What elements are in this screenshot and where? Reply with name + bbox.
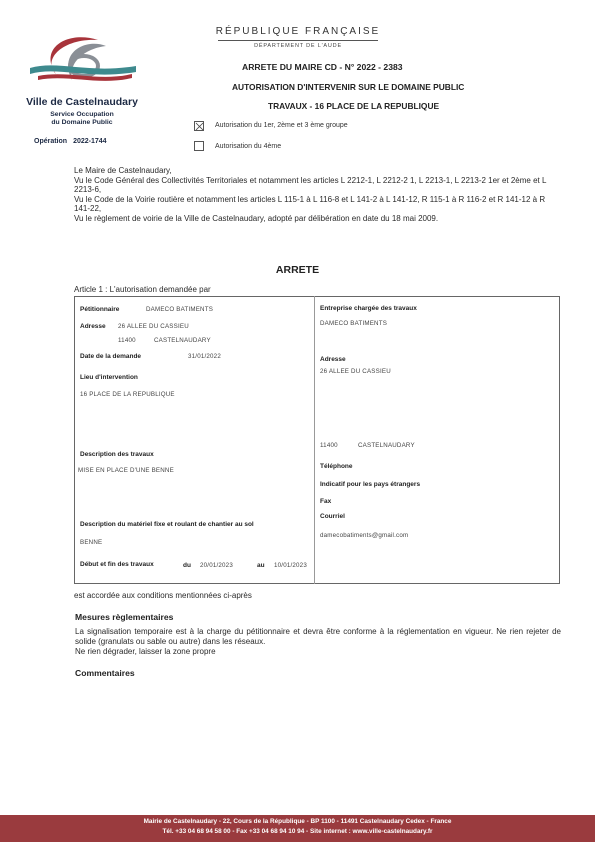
date-demande-label: Date de la demande [80,353,142,360]
checkbox-label-groupe-1-2-3: Autorisation du 1er, 2ème et 3 ème groupe [215,122,348,129]
indicatif-label: Indicatif pour les pays étrangers [320,481,421,488]
entreprise-value: DAMECO BATIMENTS [320,320,388,327]
entreprise-adresse-value: 26 ALLEE DU CASSIEU [320,368,391,375]
republique-francaise: RÉPUBLIQUE FRANÇAISE [215,26,381,37]
works-title: TRAVAUX - 16 PLACE DE LA REPUBLIQUE [268,101,440,111]
authorization-title: AUTORISATION D'INTERVENIR SUR LE DOMAINE PUBLIC [232,82,465,92]
legal-preamble [74,166,554,224]
lieu-label: Lieu d'intervention [80,374,138,381]
checkbox-label-groupe-4: Autorisation du 4ème [215,143,282,150]
box-divider [314,296,315,584]
date-demande-value: 31/01/2022 [188,353,221,360]
courriel-value: damecobatiments@gmail.com [320,532,409,539]
departement: DÉPARTEMENT DE L'AUDE [254,43,342,49]
preamble-cgct: Vu le Code Général des Collectivités Territoriales et notamment les articles L 2212-1, L 2212-2 1, L 2213-1, L 2213-2 1er et 2ème et L 2213-6, [74,175,547,195]
telephone-label: Téléphone [320,463,353,470]
service-name [22,111,142,127]
entreprise-label: Entreprise chargée des travaux [320,305,417,312]
footer-address: Mairie de Castelnaudary - 22, Cours de la République - BP 1100 - 11491 Castelnaudary Cedex - France [143,818,452,825]
preamble-voirie: Vu le Code de la Voirie routière et notamment les articles L 115-1 à L 116-8 et L 141-2 à L 141-12, R 115-1 à R 116-2 et R 141-12 à R 141-22, [74,194,546,214]
fax-label: Fax [320,498,332,505]
description-value: MISE EN PLACE D'UNE BENNE [78,467,174,474]
preamble-maire: Le Maire de Castelnaudary, [74,166,172,175]
city-name: Ville de Castelnaudary [26,96,138,108]
petitionnaire-value: DAMECO BATIMENTS [146,306,214,313]
logo-teal-wave [30,65,136,74]
check-mark-icon [195,122,204,131]
arrete-number: ARRETE DU MAIRE CD - N° 2022 - 2383 [242,62,403,72]
operation-value: 2022-1744 [73,138,107,145]
debut-value: 20/01/2023 [200,562,233,569]
mesures-title: Mesures règlementaires [75,612,174,622]
mesures-line-1: La signalisation temporaire est à la charge du pétitionnaire et devra être conforme à la réglementation en vigueur. Ne rien rejeter de solide (granulats ou sable ou autre) dans les réseaux. [75,627,561,646]
commentaires-title: Commentaires [75,668,135,678]
city-logo [28,30,138,94]
preamble-reglement: Vu le règlement de voirie de la Ville de Castelnaudary, adopté par délibération en date du 18 mai 2009. [74,213,439,223]
au-label: au [257,562,265,569]
mesures-line-2: Ne rien dégrader, laisser la zone propre [75,647,216,656]
mesures-text [75,627,561,657]
entreprise-adresse-label: Adresse [320,356,346,363]
materiel-value: BENNE [80,539,103,546]
adresse-value: 26 ALLEE DU CASSIEU [118,323,189,330]
article-1: Article 1 : L'autorisation demandée par [74,285,211,294]
accorde-text: est accordée aux conditions mentionnées ci-après [74,591,252,600]
courriel-label: Courriel [320,513,345,520]
arrete-heading: ARRETE [275,264,320,276]
request-details-box [74,296,560,584]
description-label: Description des travaux [80,451,154,458]
checkbox-groupe-4[interactable] [194,141,204,151]
operation-label: Opération [34,138,68,145]
petitionnaire-label: Pétitionnaire [80,306,120,313]
fin-value: 10/01/2023 [274,562,307,569]
adresse-label: Adresse [80,323,106,330]
materiel-label: Description du matériel fixe et roulant de chantier au sol [80,521,254,528]
entreprise-ville-value: CASTELNAUDARY [358,442,415,449]
operation-number [34,138,113,145]
cp-value: 11400 [118,337,136,344]
debut-fin-label: Début et fin des travaux [80,561,154,568]
header-rule [218,40,378,41]
service-line-2: du Domaine Public [51,119,113,126]
lieu-value: 16 PLACE DE LA REPUBLIQUE [80,391,175,398]
ville-value: CASTELNAUDARY [154,337,211,344]
du-label: du [183,562,191,569]
service-line-1: Service Occupation [50,111,114,118]
entreprise-cp-value: 11400 [320,442,338,449]
checkbox-groupe-1-2-3[interactable] [194,121,204,131]
footer-contact: Tél. +33 04 68 94 58 00 - Fax +33 04 68 94 10 94 - Site internet : www.ville-castelnaudary.fr [162,828,433,835]
